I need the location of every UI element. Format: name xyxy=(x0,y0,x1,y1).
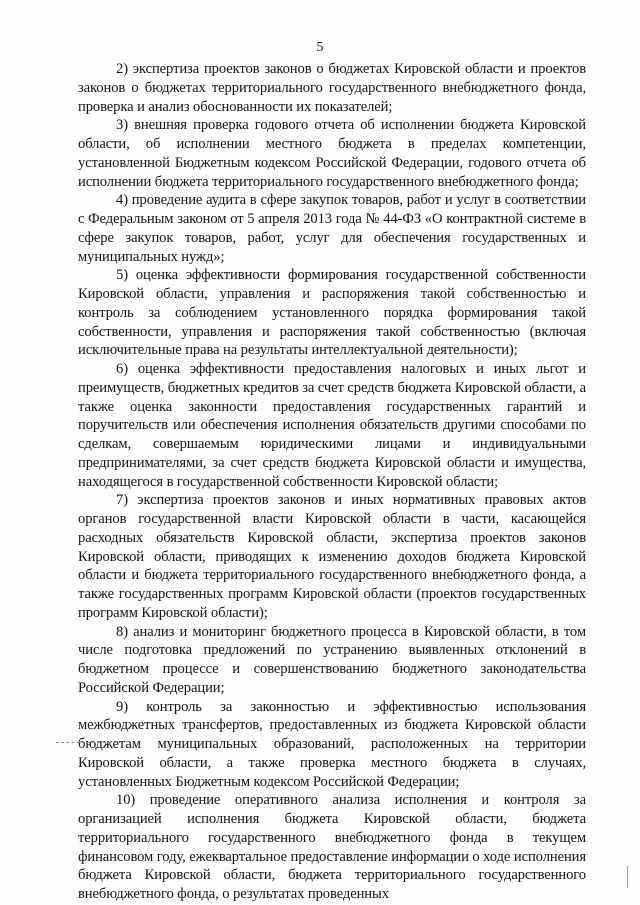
paragraph-item-4: 4) проведение аудита в сфере закупок товаров, работ и услуг в соответствии с Федеральным законом от 5 апреля 2013 года № 44-ФЗ «О контрактной системе в сфере закупок товаров, работ, услуг для обеспечения государственных и муниципальных нужд»; xyxy=(78,192,586,265)
page-number: 5 xyxy=(316,40,324,55)
scan-artifact-line xyxy=(56,742,116,745)
paragraph-item-10: 10) проведение оперативного анализа исполнения и контроля за организацией исполнения бюджета Кировской области, бюджета территориального государственного внебюджетного фонда в текущем финансовом году, ежеквартальное предоставление информации о ходе исполнения бюджета Кировской области, бюджета территориального государственного внебюджетного фонда, о результатах проведенных xyxy=(78,792,586,902)
paragraph-item-6: 6) оценка эффективности предоставления налоговых и иных льгот и преимуществ, бюджетных кредитов за счет средств бюджета Кировской области, а также оценка законности предоставления государственных гарантий и поручительств или обеспечения исполнения обязательств другими способами по сделкам, совершаемым юридическими лицами и индивидуальными предпринимателями, за счет средств бюджета Кировской области и имущества, находящегося в государственной собственности Кировской области; xyxy=(78,361,586,490)
document-body xyxy=(78,60,586,904)
paragraph-item-9: 9) контроль за законностью и эффективностью использования межбюджетных трансфертов, предоставленных из бюджета Кировской области бюджетам муниципальных образований, расположенных на территории Кировской области, а также проверка местного бюджета в случаях, установленных Бюджетным кодексом Российской Федерации; xyxy=(78,698,586,790)
paragraph-item-5: 5) оценка эффективности формирования государственной собственности Кировской области, управления и распоряжения такой собственностью и контроль за соблюдением установленного порядка формирования такой собственности, управления и распоряжения такой собственностью (включая исключительные права на результаты интеллектуальной деятельности); xyxy=(78,267,586,359)
paragraph-item-3: 3) внешняя проверка годового отчета об исполнении бюджета Кировской области, об исполнении местного бюджета в пределах компетенции, установленной Бюджетным кодексом Российской Федерации, годового отчета об исполнении бюджета территориального государственного внебюджетного фонда; xyxy=(78,117,586,190)
paragraph-item-7: 7) экспертиза проектов законов и иных нормативных правовых актов органов государственной власти Кировской области в части, касающейся расходных обязательств Кировской области, экспертиза проектов законов Кировской области, приводящих к изменению доходов бюджета Кировской области и бюджета территориального государственного внебюджетного фонда, а также государственных программ Кировской области (проектов государственных программ Кировской области); xyxy=(78,492,586,621)
paragraph-item-2: 2) экспертиза проектов законов о бюджетах Кировской области и проектов законов о бюджетах территориального государственного внебюджетного фонда, проверка и анализ обоснованности их показателей; xyxy=(78,61,586,115)
scan-edge-mark xyxy=(627,866,628,888)
paragraph-item-8: 8) анализ и мониторинг бюджетного процесса в Кировской области, в том числе подготовка предложений по устранению выявленных отклонений в бюджетном процессе и совершенствованию бюджетного законодательства Российской Федерации; xyxy=(78,623,586,696)
